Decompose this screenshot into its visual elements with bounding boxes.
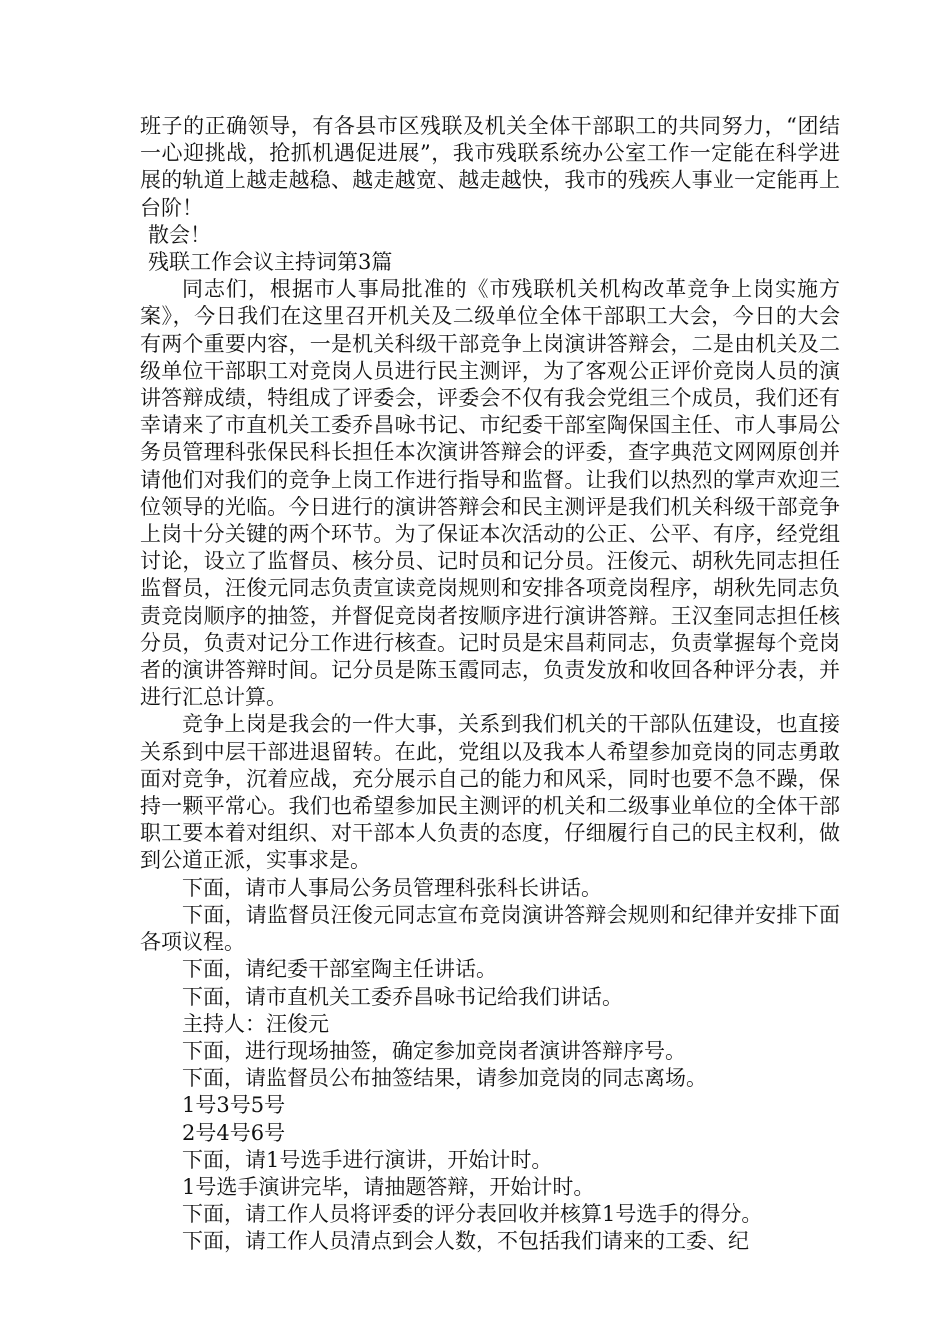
- agenda-item: 下面，请工作人员将评委的评分表回收并核算1号选手的得分。: [182, 1202, 763, 1227]
- paragraph-opening: 同志们，根据市人事局批准的《市残联机关机构改革竞争上岗实施方案》，今日我们在这里召开机关及二级单位全体干部职工大会，今日的大会有两个重要内容，一是机关科级干部竞争上岗演讲答辩会，二是由机关及二级单位干部职工对竞岗人员进行民主测评，为了客观公正评价竞岗人员的演讲答辩成绩，特组成了评委会，评委会不仅有我会党组三个成员，我们还有幸请来了市直机关工委乔昌咏书记、市纪委干部室陶保国主任、市人事局公务员管理科张保民科长担任本次演讲答辩会的评委，查字典范文网网原创并请他们对我们的竞争上岗工作进行指导和监督。让我们以热烈的掌声欢迎三位领导的光临。今日进行的演讲答辩会和民主测评是我们机关科级干部竞争上岗十分关键的两个环节。为了保证本次活动的公正、公平、有序，经党组讨论，设立了监督员、核分员、记时员和记分员。汪俊元、胡秋先同志担任监督员，汪俊元同志负责宣读竞岗规则和安排各项竞岗程序，胡秋先同志负责竞岗顺序的抽签，并督促竞岗者按顺序进行演讲答辩。王汉奎同志担任核分员，负责对记分工作进行核查。记时员是宋昌莉同志，负责掌握每个竞岗者的演讲答辩时间。记分员是陈玉霞同志，负责发放和收回各种评分表，并进行汇总计算。: [140, 277, 840, 710]
- draw-result-line: 2号4号6号: [182, 1120, 286, 1145]
- agenda-item: 下面，请监督员汪俊元同志宣布竞岗演讲答辩会规则和纪律并安排下面各项议程。: [140, 902, 840, 955]
- agenda-item: 下面，请市人事局公务员管理科张科长讲话。: [182, 875, 602, 900]
- host-line: 主持人：汪俊元: [182, 1011, 329, 1036]
- paragraph-competition: 竞争上岗是我会的一件大事，关系到我们机关的干部队伍建设，也直接关系到中层干部进退留转。在此，党组以及我本人希望参加竞岗的同志勇敢面对竞争，沉着应战，充分展示自己的能力和风采，同时也要不急不躁，保持一颗平常心。我们也希望参加民主测评的机关和二级事业单位的全体干部职工要本着对组织、对干部本人负责的态度，仔细履行自己的民主权利，做到公道正派，实事求是。: [140, 712, 840, 873]
- agenda-item: 下面，请工作人员清点到会人数，不包括我们请来的工委、纪: [182, 1229, 749, 1254]
- paragraph-closing-remarks: 班子的正确领导，有各县市区残联及机关全体干部职工的共同努力，“团结一心迎挑战，抢抓机遇促进展”，我市残联系统办公室工作一定能在科学进展的轨道上越走越稳、越走越宽、越走越快，我市的残疾人事业一定能再上台阶！: [140, 114, 840, 220]
- section-heading: 残联工作会议主持词第3篇: [148, 250, 393, 275]
- agenda-item: 下面，请1号选手进行演讲，开始计时。: [182, 1147, 553, 1172]
- paragraph-adjourn: 散会！: [148, 222, 211, 247]
- document-body: [140, 113, 840, 1256]
- agenda-item: 下面，请监督员公布抽签结果，请参加竞岗的同志离场。: [182, 1066, 707, 1091]
- agenda-item: 下面，请纪委干部室陶主任讲话。: [182, 957, 497, 982]
- agenda-item: 下面，请市直机关工委乔昌咏书记给我们讲话。: [182, 984, 623, 1009]
- agenda-item: 1号选手演讲完毕，请抽题答辩，开始计时。: [182, 1174, 595, 1199]
- draw-result-line: 1号3号5号: [182, 1093, 286, 1118]
- agenda-item: 下面，进行现场抽签，确定参加竞岗者演讲答辩序号。: [182, 1038, 686, 1063]
